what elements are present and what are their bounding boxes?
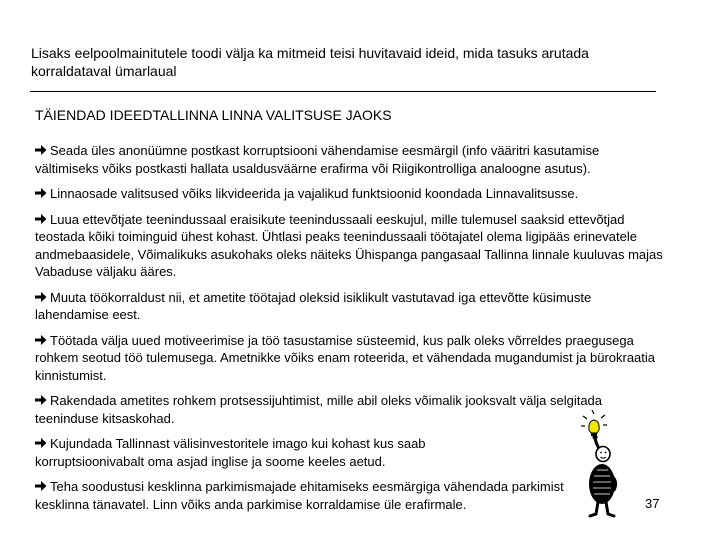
list-item	[35, 142, 665, 177]
arrow-right-icon	[35, 394, 47, 406]
list-item-text: Töötada välja uued motiveerimise ja töö tasustamise süsteemid, kus palk oleks võrreldes praegusega rohkem seotud töö tulemusega. Ametnikke võiks enam roteerida, et vähendada mugandumist ja bürokraatia kinnistumist.	[35, 332, 656, 383]
arrow-right-icon	[35, 213, 47, 225]
list-item	[35, 289, 665, 324]
idea-person-icon	[568, 410, 630, 520]
arrow-right-icon	[35, 291, 47, 303]
list-item	[35, 185, 665, 203]
list-item	[35, 435, 475, 470]
list-item-text: Linnaosade valitsused võiks likvideerida ja vajalikud funktsioonid koondada Linnavalitsusse.	[50, 186, 579, 201]
arrow-right-icon	[35, 480, 47, 492]
list-item-text: Luua ettevõtjate teenindussaal eraisikute teenindussaali eeskujul, mille tulemusel saaksid ettevõtjad teostada kõiki toiminguid ühest kohast. Ühtlasi peaks teenindussaali töötajatel olema ligipääs erinevatele andmebaasidele, Võimalikuks asukohaks oleks näiteks Ühispanga pangasaal Tallinna linnale kuuluvas majas Vabaduse väljaku ääres.	[35, 211, 663, 279]
list-item-text: Muuta töökorraldust nii, et ametite töötajad oleksid isiklikult vastutavad iga ettevõtte küsimuste lahendamise eest.	[35, 289, 592, 322]
section-heading: TÄIENDAD IDEEDTALLINNA LINNA VALITSUSE JAOKS	[35, 107, 392, 123]
list-item	[35, 478, 565, 513]
list-item-text: Seada üles anonüümne postkast korruptsiooni vähendamise eesmärgil (info vääritri kasutamise vältimiseks võiks postkasti hallata usaldusväärne erafirma või Riigikontrolliga analoogne asutus).	[35, 143, 600, 176]
arrow-right-icon	[35, 437, 47, 449]
list-item	[35, 332, 665, 385]
list-item-text: Kujundada Tallinnast välisinvestoritele imago kui kohast kus saab korruptsioonivabalt oma asjad inglise ja soome keeles aetud.	[35, 436, 426, 469]
page-number: 37	[645, 496, 660, 511]
light-bulb-icon	[581, 410, 607, 436]
arrow-right-icon	[35, 334, 47, 346]
intro-paragraph: Lisaks eelpoolmainitutele toodi välja ka mitmeid teisi huvitavaid ideid, mida tasuks arutada korraldataval ümarlaual	[31, 45, 589, 79]
arrow-right-icon	[35, 144, 47, 156]
section-divider	[30, 91, 656, 92]
list-item	[35, 211, 665, 281]
arrow-right-icon	[35, 187, 47, 199]
list-item-text: Rakendada ametites rohkem protsessijuhtimist, mille abil oleks võimalik jooksvalt välja selgitada teeninduse kitsaskohad.	[35, 393, 603, 426]
list-item-text: Teha soodustusi kesklinna parkimismajade ehitamiseks eesmärgiga vähendada parkimist kesklinna tänavatel. Linn võiks anda parkimise korraldamise üle erafirmale.	[35, 479, 564, 512]
